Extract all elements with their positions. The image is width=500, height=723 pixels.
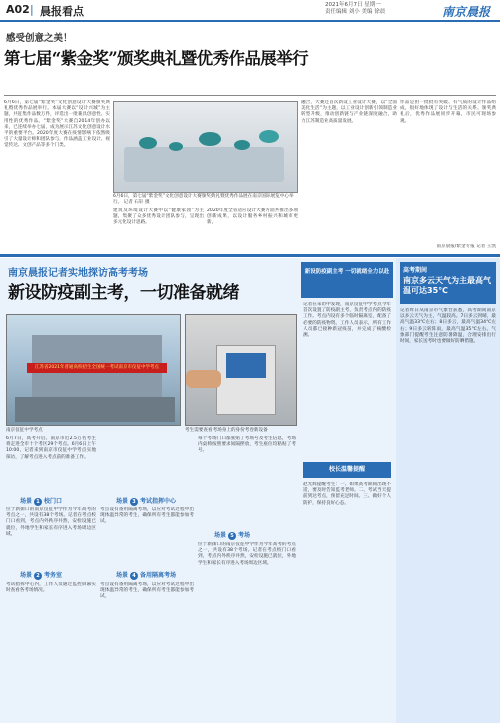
subhead-number: 5 <box>228 532 236 540</box>
newspaper-brand: 南京晨报 <box>441 5 490 19</box>
top-article-signature: 南京晨报/紫金专报 记者 王凯 <box>436 244 496 249</box>
lower-body4: 考点设有备用隔离考场，以应对考试过程中出现体温异常的考生，确保所有考生都能参加考试。 <box>100 507 194 525</box>
photo2-caption: 考生需要查看考场身上的身份考卷新设备 <box>185 428 268 433</box>
top-article-col1: 6月6日，第七届“紫金奖”文化创意设计大赛颁奖典礼暨优秀作品展举行。本届大赛以“设计兴城”为主题，共征集作品数万件，评选出一批兼具创意性、实用性的优秀作品。“紫金奖”大赛自2014年创办以来，已连续举办七届，成为展示江苏文化创意设计水平的重要平台。2020年度大赛在疫情影响下依然吸引了大量设计师和团队参与，作品涵盖工业设计、视觉传达、文创产品等多个门类。 <box>4 100 110 149</box>
divider <box>4 95 496 96</box>
top-article-col3: 融合，大赛还首次新设工业设计大赛，以“全面美化生活”为主题，以工业设计创新引领制造业转型升级，推动创新链与产业链深度融合，助力江苏制造业高质量发展。 <box>301 100 397 124</box>
ceramic-bowl <box>259 130 279 143</box>
lower-headline: 新设防疫副主考，一切准备就绪 <box>8 283 239 303</box>
subhead-exam-room: 场景 5 考场 <box>214 532 251 539</box>
subhead-number: 2 <box>34 572 42 580</box>
top-article-col4: 作品是由一批批有突破、有气质的设计作品组成，很好地体现了设计与生活的关系。颁奖典礼后，优秀作品展同步开幕，市民可现场参观。 <box>400 100 496 124</box>
header-separator: | <box>30 3 34 16</box>
section-divider <box>0 254 500 257</box>
subhead-gate: 场景 1 校门口 <box>20 498 63 505</box>
top-article-under-photo-a: 建筑及环境设计大赛中以“健康家园”为主题，集聚了众多优秀设计团队参与，呈现出多元化设计思路。 <box>113 208 204 226</box>
weather-title-box <box>400 262 496 304</box>
ceramic-bowl <box>169 142 183 151</box>
ceramic-bowl <box>139 137 157 149</box>
lower-body1: 6月7日，高考开启。南京市近2.5万名考生将走进全市十个考区29个考点。6月6日上午10:00，记者来到南京市仪征中学考点实地探访，了解考点进入考点前的准备工作。 <box>6 436 96 460</box>
weather-text: 记者昨日从南京市气象台获悉，高考期间南京以多云天气为主，气温较高。7日多云到晴，最高气温33℃左右；8日多云，最高气温34℃左右；9日多云转阵雨，最高气温35℃左右。气象部门提醒考生注意防暑降温，合理安排出行时间，家长送考时也要做好防晒措施。 <box>400 308 496 345</box>
top-photo-caption: 6月6日，第七届“紫金奖”文化创意设计大赛颁奖典礼暨优秀作品展在南京国际展览中心举行。 记者 石轩 摄 <box>113 194 294 205</box>
exam-banner: 江苏省2021年普通高校招生全国统一考试南京市仪征中学考点 <box>27 363 167 373</box>
subhead-number: 1 <box>34 498 42 506</box>
top-article-under-photo-b: 2020年度全省适应设计大赛方面共推出多项创新成果，以设计服务乡村振兴和城市更新。 <box>207 208 298 226</box>
school-gate <box>15 397 175 422</box>
page-code: A02 <box>6 3 30 16</box>
lower-body2: 位于新街口的南京仪征中学作为今年高考的考点之一，共设有38个考场。记者在考点校门口看到，考点内外秩序井然，安检设施已就位，外地学生和家长有序进入考场周边区域。 <box>6 507 96 537</box>
section-title: 晨报看点 <box>40 5 84 18</box>
display-table <box>124 147 284 182</box>
lower-body5b: 位于新街口的南京仪征中学作为今年高考的考点之一，共设有38个考场。记者在考点校门口看到，考点内外秩序井然，安检设施已就位，外地学生和家长有序进入考场周边区域。 <box>198 542 296 566</box>
subhead-number: 4 <box>130 572 138 580</box>
subhead-number: 3 <box>130 498 138 506</box>
header-meta <box>325 2 425 16</box>
photo1-caption: 南京仪征中学考点 <box>6 428 43 433</box>
sidebar-box1-text: 记者在采访中发现，南京仪征中学考点今年首次设置了防疫副主考，负责考点内的防疫工作。考点内设有多个临时隔离室，配备了必要的防疫物资。工作人员表示，所有工作人员都已接种新冠疫苗，并完成了核酸检测。 <box>303 302 391 339</box>
ceramic-bowl <box>199 132 221 146</box>
subhead-office-label: 考务室 <box>44 572 63 579</box>
subhead-command: 场景 3 考试指挥中心 <box>116 498 177 505</box>
subhead-exam-room-label: 考场 <box>238 532 251 539</box>
weather-title2: 南京多云天气为主最高气温可达35℃ <box>403 276 491 295</box>
machine-screen <box>226 353 266 378</box>
subhead-isolation-label: 备用隔离考场 <box>140 572 177 579</box>
top-kicker: 感受创意之美！ <box>6 33 73 44</box>
lower-body3: 考试指挥中心内，工作人员通过监控屏幕实时查看各考场情况。 <box>6 582 96 594</box>
weather-title1: 高考期间 <box>403 267 428 274</box>
ceramic-bowl <box>234 140 250 150</box>
lower-kicker: 南京晨报记者实地探访高考考场 <box>8 268 148 279</box>
subhead-gate-label: 校门口 <box>44 498 63 505</box>
hand <box>186 370 221 388</box>
subhead-command-label: 考试指挥中心 <box>140 498 177 505</box>
top-headline: 第七届“紫金奖”颁奖典礼暨优秀作品展举行 <box>4 49 308 68</box>
lower-body4b: 考点设有备用隔离考场，以应对考试过程中出现体温异常的考生，确保所有考生都能参加考试。 <box>100 582 194 600</box>
subhead-isolation: 场景 4 备用隔离考场 <box>116 572 177 579</box>
award-exhibition-photo <box>113 101 298 193</box>
header-editors: 责任编辑 刘小 美编 徐晨 <box>325 9 386 15</box>
lower-body5: 每个考场门口都张贴了考场号及考生信息，考场内桌椅按照要求间隔摆放，考生座位均粘贴了考号。 <box>198 436 296 454</box>
page-header <box>0 0 500 22</box>
sidebar-box1-title: 新设防疫副主考 一切就绪全力以赴 <box>301 262 393 298</box>
school-gate-photo <box>6 314 181 426</box>
id-check-machine-photo <box>185 314 297 426</box>
subhead-office: 场景 2 考务室 <box>20 572 63 579</box>
header-date: 2021年6月7日 星期一 <box>325 2 381 8</box>
sidebar-box2-title: 校长温馨提醒 <box>303 462 391 478</box>
sidebar-box2-text: 赵光辉提醒考生：一、如果高考期间出现不适，要及时告知监考老师。二、考试当天提前到达考点，预留充足时间。三、做好个人防护，保持良好心态。 <box>303 482 391 506</box>
